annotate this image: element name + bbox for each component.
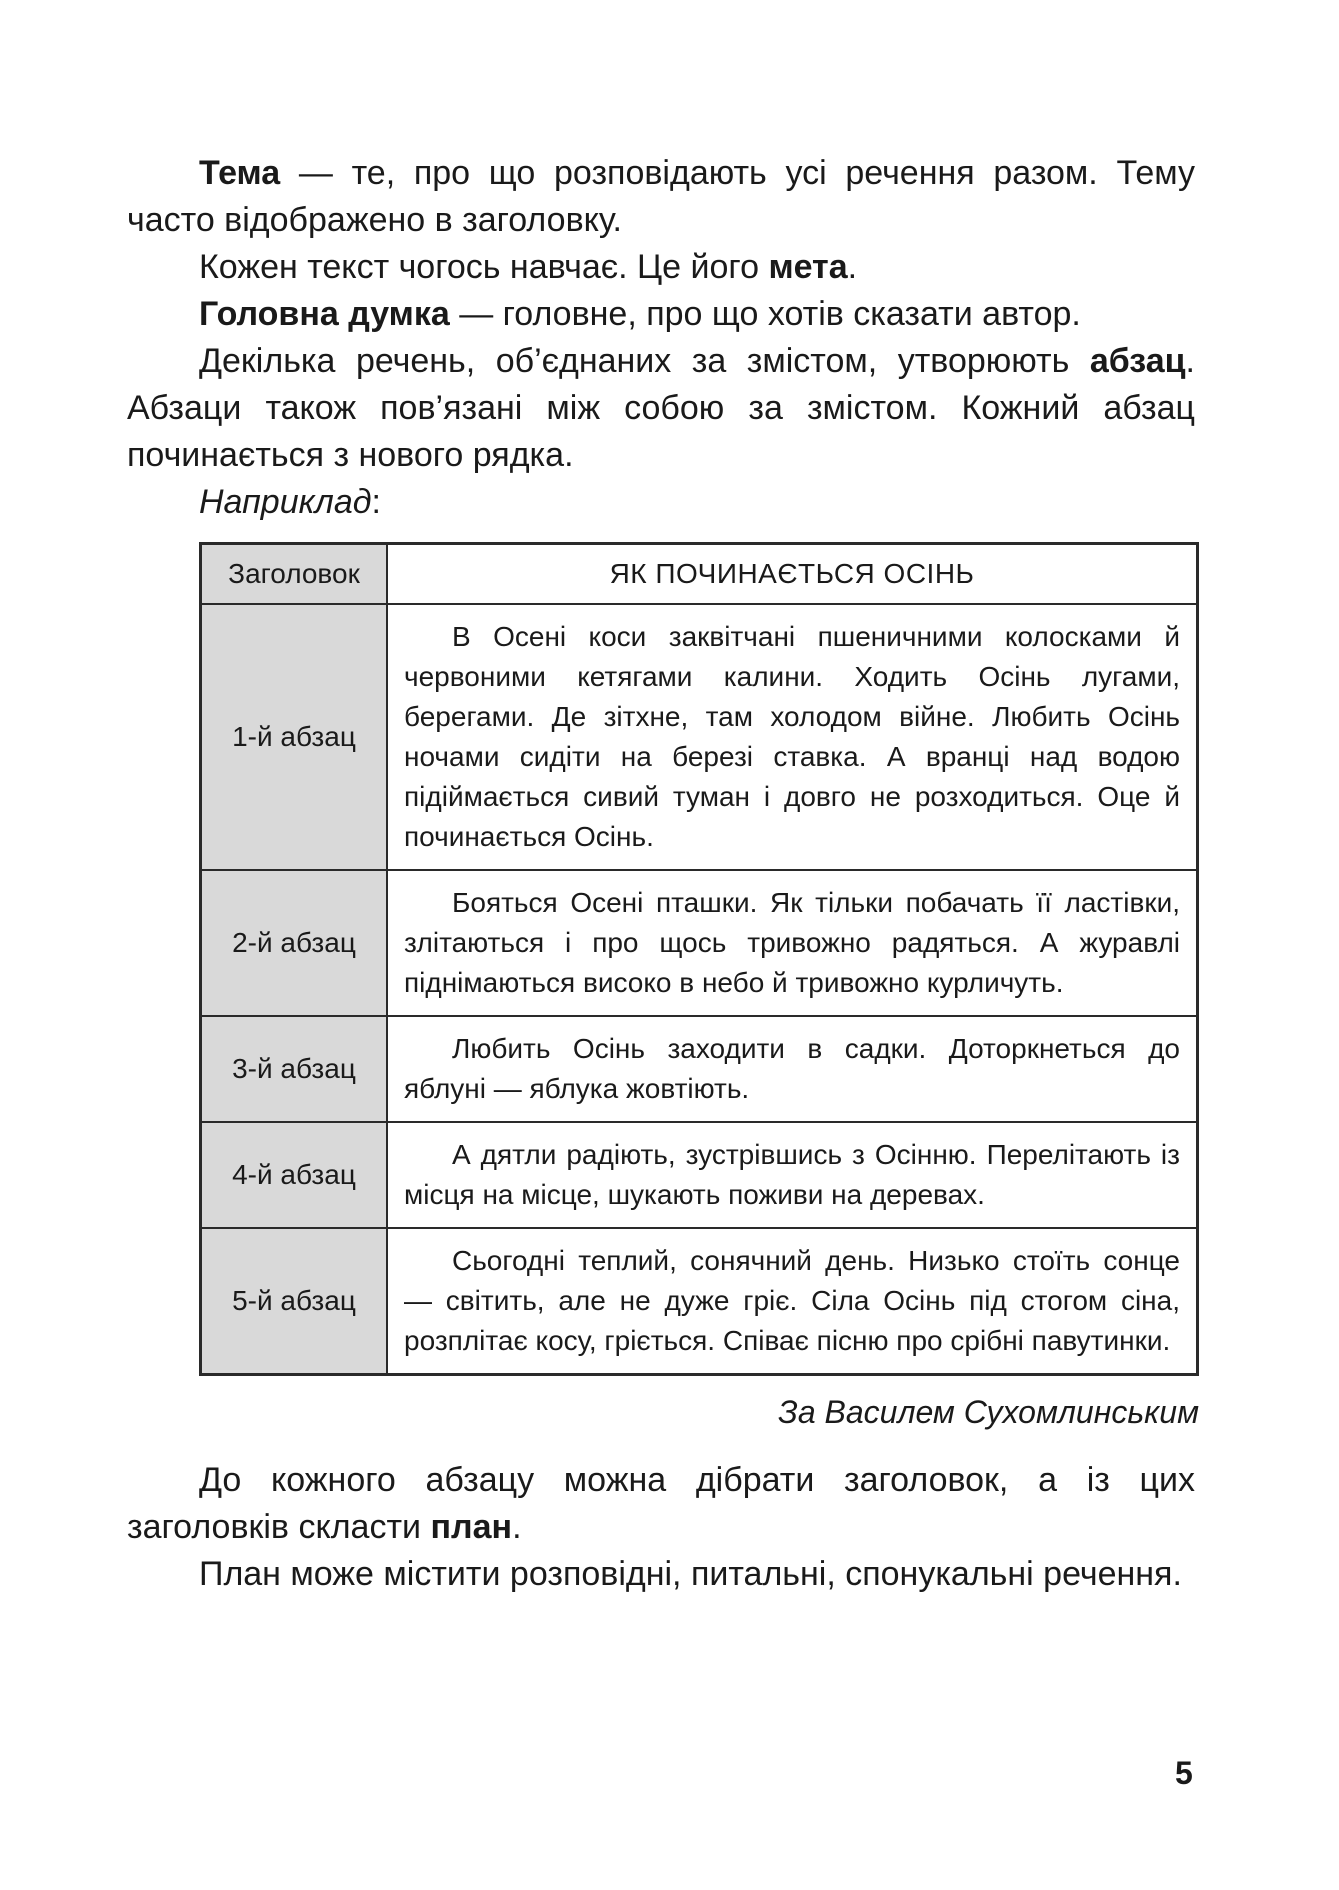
- paragraph-plan: [127, 1457, 1195, 1551]
- example-table: [199, 542, 1199, 1376]
- table-row: [201, 604, 1198, 870]
- row-label: 5-й абзац: [201, 1228, 388, 1375]
- paragraph-example: [127, 479, 1195, 526]
- table-row: [201, 1122, 1198, 1228]
- row-text: Сьогодні теплий, сонячний день. Низько стоїть сонце — світить, але не дуже гріє. Сіла Осінь під стогом сіна, розплітає косу, гріється. Співає пісню про срібні павутинки.: [387, 1228, 1198, 1375]
- row-label: 4-й абзац: [201, 1122, 388, 1228]
- tema-definition: — те, про що розповідають усі речення разом. Тему часто відображено в заголовку.: [127, 154, 1195, 239]
- meta-intro: Кожен текст чогось навчає. Це його: [199, 248, 769, 286]
- paragraph-dumka: [127, 291, 1195, 338]
- example-colon: :: [371, 483, 381, 521]
- row-text: А дятли радіють, зустрівшись з Осінню. Перелітають із місця на місце, шукають поживи на деревах.: [387, 1122, 1198, 1228]
- row-text: Любить Осінь заходити в садки. Доторкнеться до яблуні — яблука жовтіють.: [387, 1016, 1198, 1122]
- plan-period: .: [512, 1508, 522, 1546]
- paragraph-abzac: [127, 338, 1195, 479]
- paragraph-tema: [127, 150, 1195, 244]
- row-label: 3-й абзац: [201, 1016, 388, 1122]
- table-row: [201, 870, 1198, 1016]
- author-attribution: За Василем Сухомлинським: [778, 1394, 1199, 1430]
- paragraph-plan-types: План може містити розповідні, питальні, спонукальні речення.: [199, 1555, 1182, 1593]
- term-tema: Тема: [199, 154, 281, 192]
- term-holovna-dumka: Головна думка: [199, 295, 450, 333]
- abzac-intro: Декілька речень, об’єднаних за змістом, утворюють: [199, 342, 1090, 380]
- table-row: [201, 1016, 1198, 1122]
- abzac-definition: . Абзаци також пов’язані між собою за змістом. Кожний абзац починається з нового рядка.: [127, 342, 1195, 474]
- page-content: [127, 150, 1199, 1598]
- paragraph-meta: [127, 244, 1195, 291]
- table-row: [201, 1228, 1198, 1375]
- row-label: 1-й абзац: [201, 604, 388, 870]
- row-text: Бояться Осені пташки. Як тільки побачать її ластівки, злітаються і про щось тривожно радяться. А журавлі піднімаються високо в небо й тривожно курличуть.: [387, 870, 1198, 1016]
- table-header-row: [201, 544, 1198, 605]
- term-plan: план: [430, 1508, 513, 1546]
- plan-intro: До кожного абзацу можна дібрати заголовок, а із цих заголовків скласти: [127, 1461, 1195, 1546]
- header-label-cell: Заголовок: [201, 544, 388, 605]
- example-label: Наприклад: [199, 483, 372, 521]
- term-abzac: абзац: [1089, 342, 1186, 380]
- row-text: В Осені коси заквітчані пшеничними колосками й червоними кетягами калини. Ходить Осінь лугами, берегами. Де зітхне, там холодом війне. Любить Осінь ночами сидіти на березі ставка. А вранці над водою підіймається сивий туман і довго не розходиться. Оце й починається Осінь.: [387, 604, 1198, 870]
- dumka-definition: — головне, про що хотів сказати автор.: [449, 295, 1081, 333]
- meta-period: .: [847, 248, 858, 286]
- page-number: 5: [1175, 1755, 1193, 1791]
- row-label: 2-й абзац: [201, 870, 388, 1016]
- term-meta: мета: [768, 248, 848, 286]
- header-title-cell: ЯК ПОЧИНАЄТЬСЯ ОСІНЬ: [387, 544, 1198, 605]
